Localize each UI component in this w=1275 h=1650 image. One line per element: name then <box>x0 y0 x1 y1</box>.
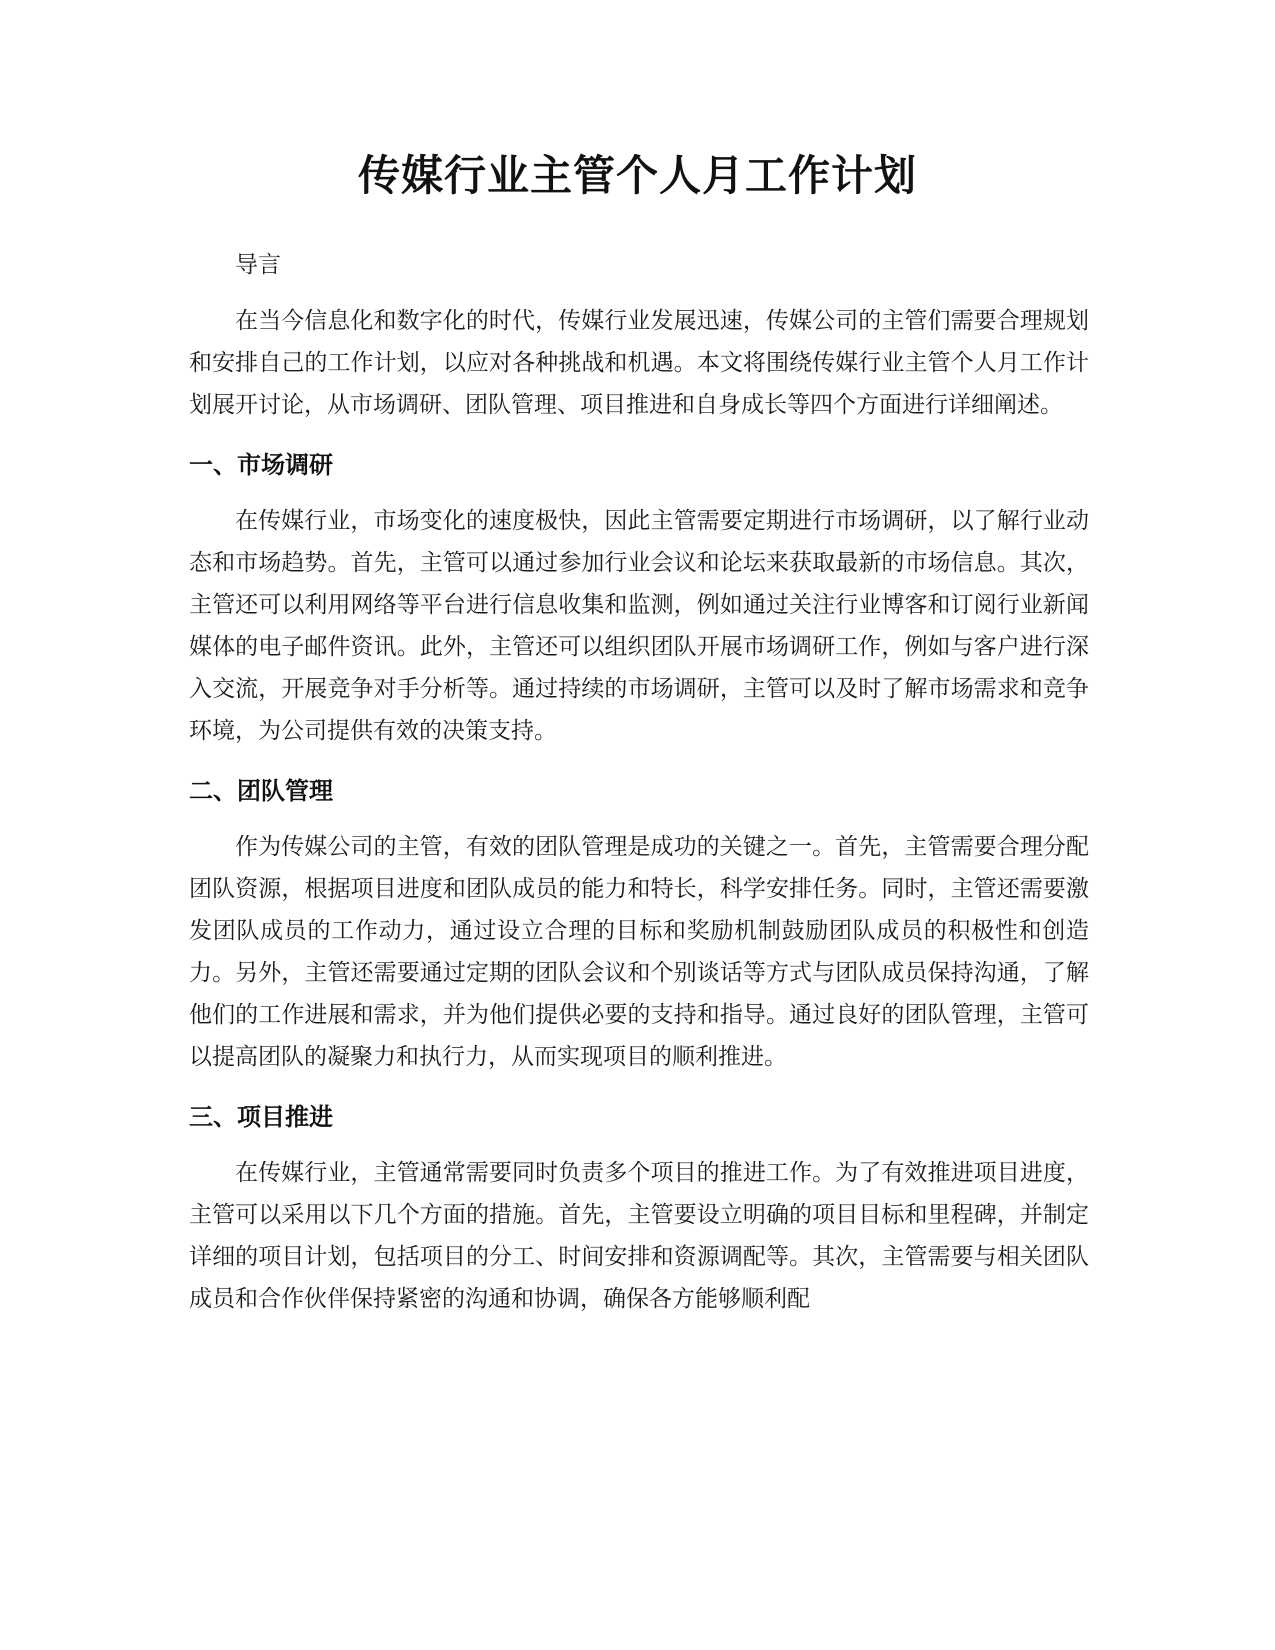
section-heading: 二、团队管理 <box>189 777 333 805</box>
section-heading: 一、市场调研 <box>189 451 333 479</box>
document-title: 传媒行业主管个人月工作计划 <box>357 151 917 200</box>
section-paragraph: 在传媒行业，主管通常需要同时负责多个项目的推进工作。为了有效推进项目进度，主管可以采用以下几个方面的措施。首先，主管要设立明确的项目目标和里程碑，并制定详细的项目计划，包括项目的分工、时间安排和资源调配等。其次，主管需要与相关团队成员和合作伙伴保持紧密的沟通和协调，确保各方能够顺利配 <box>189 1160 1089 1312</box>
section-paragraph: 作为传媒公司的主管，有效的团队管理是成功的关键之一。首先，主管需要合理分配团队资源，根据项目进度和团队成员的能力和特长，科学安排任务。同时，主管还需要激发团队成员的工作动力，通过设立合理的目标和奖励机制鼓励团队成员的积极性和创造力。另外，主管还需要通过定期的团队会议和个别谈话等方式与团队成员保持沟通，了解他们的工作进展和需求，并为他们提供必要的支持和指导。通过良好的团队管理，主管可以提高团队的凝聚力和执行力，从而实现项目的顺利推进。 <box>189 834 1089 1070</box>
section-project-progress <box>189 1096 1089 1320</box>
section-heading: 三、项目推进 <box>189 1103 333 1131</box>
section-team-management <box>189 770 1089 1078</box>
section-paragraph: 在传媒行业，市场变化的速度极快，因此主管需要定期进行市场调研，以了解行业动态和市场趋势。首先，主管可以通过参加行业会议和论坛来获取最新的市场信息。其次，主管还可以利用网络等平台进行信息收集和监测，例如通过关注行业博客和订阅行业新闻媒体的电子邮件资讯。此外，主管还可以组织团队开展市场调研工作，例如与客户进行深入交流，开展竞争对手分析等。通过持续的市场调研，主管可以及时了解市场需求和竞争环境，为公司提供有效的决策支持。 <box>189 508 1089 744</box>
intro-paragraph: 在当今信息化和数字化的时代，传媒行业发展迅速，传媒公司的主管们需要合理规划和安排自己的工作计划，以应对各种挑战和机遇。本文将围绕传媒行业主管个人月工作计划展开讨论，从市场调研、团队管理、项目推进和自身成长等四个方面进行详细阐述。 <box>189 308 1089 418</box>
intro-label: 导言 <box>235 252 281 278</box>
document-body <box>189 244 1089 1334</box>
section-market-research <box>189 444 1089 752</box>
